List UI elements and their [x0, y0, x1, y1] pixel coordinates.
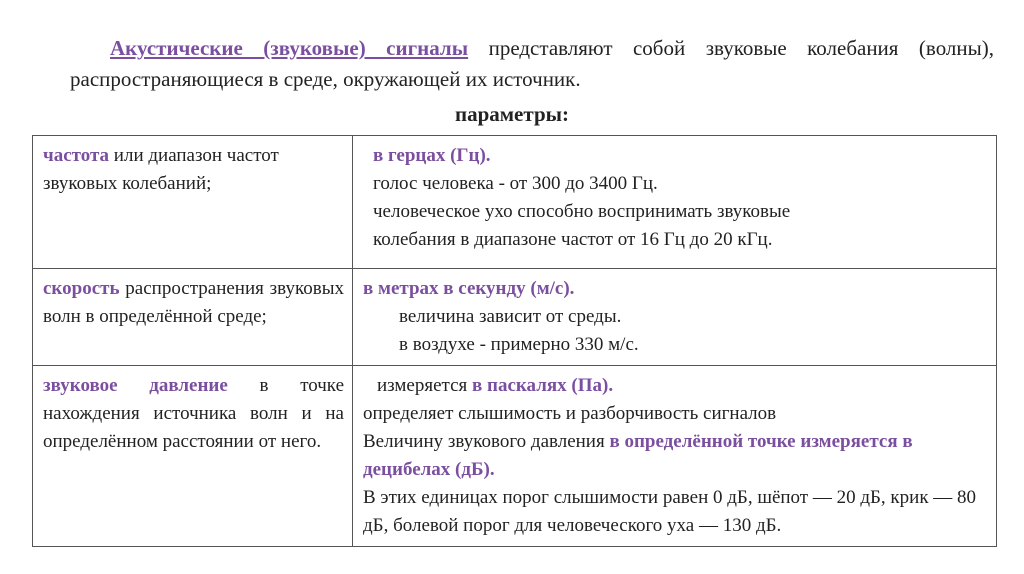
- param-cell: [33, 136, 353, 269]
- parameters-table: [32, 135, 997, 547]
- param-desc: распространения звуковых волн в определённой среде;: [43, 278, 344, 327]
- param-term: звуковое давление: [43, 375, 228, 396]
- param-desc: или диапазон частот звуковых колебаний;: [43, 145, 279, 194]
- measure-unit: в паскалях (Па).: [472, 375, 614, 396]
- param-cell: [33, 366, 353, 547]
- measure-unit: в метрах в секунду (м/с).: [363, 278, 575, 299]
- measure-line: определяет слышимость и разборчивость сигналов: [363, 403, 777, 424]
- measure-prefix: измеряется: [377, 375, 472, 396]
- measure-line-prefix: Величину звукового давления: [363, 431, 610, 452]
- table-row: [33, 269, 997, 366]
- measure-unit: в герцах (Гц).: [373, 145, 491, 166]
- measure-line: величина зависит от среды.: [399, 306, 622, 327]
- params-title: параметры:: [454, 102, 570, 126]
- intro-text: представляют собой звуковые колебания (волны), распространяющиеся в среде, окружающей их источник.: [70, 36, 994, 91]
- measure-line: колебания в диапазоне частот от 16 Гц до 20 кГц.: [373, 229, 773, 250]
- measure-line: в воздухе - примерно 330 м/с.: [399, 334, 639, 355]
- measure-line: человеческое ухо способно воспринимать звуковые: [373, 201, 791, 222]
- measure-line: голос человека - от 300 до 3400 Гц.: [373, 173, 658, 194]
- param-term: скорость: [43, 278, 120, 299]
- param-desc: в точке нахождения источника волн и на определённом расстоянии от него.: [43, 375, 345, 452]
- measure-cell: [353, 366, 997, 547]
- measure-highlight: в определённой точке измеряется в децибелах (дБ).: [363, 431, 913, 480]
- measure-line: В этих единицах порог слышимости равен 0 дБ, шёпот — 20 дБ, крик — 80 дБ, болевой порог для человеческого уха — 130 дБ.: [363, 487, 977, 536]
- table-row: [33, 366, 997, 547]
- table-row: [33, 136, 997, 269]
- param-term: частота: [43, 145, 110, 166]
- param-cell: [33, 269, 353, 366]
- intro-term: Акустические (звуковые) сигналы: [110, 36, 469, 60]
- intro-paragraph: [70, 33, 994, 95]
- measure-cell: [353, 269, 997, 366]
- measure-cell: [353, 136, 997, 269]
